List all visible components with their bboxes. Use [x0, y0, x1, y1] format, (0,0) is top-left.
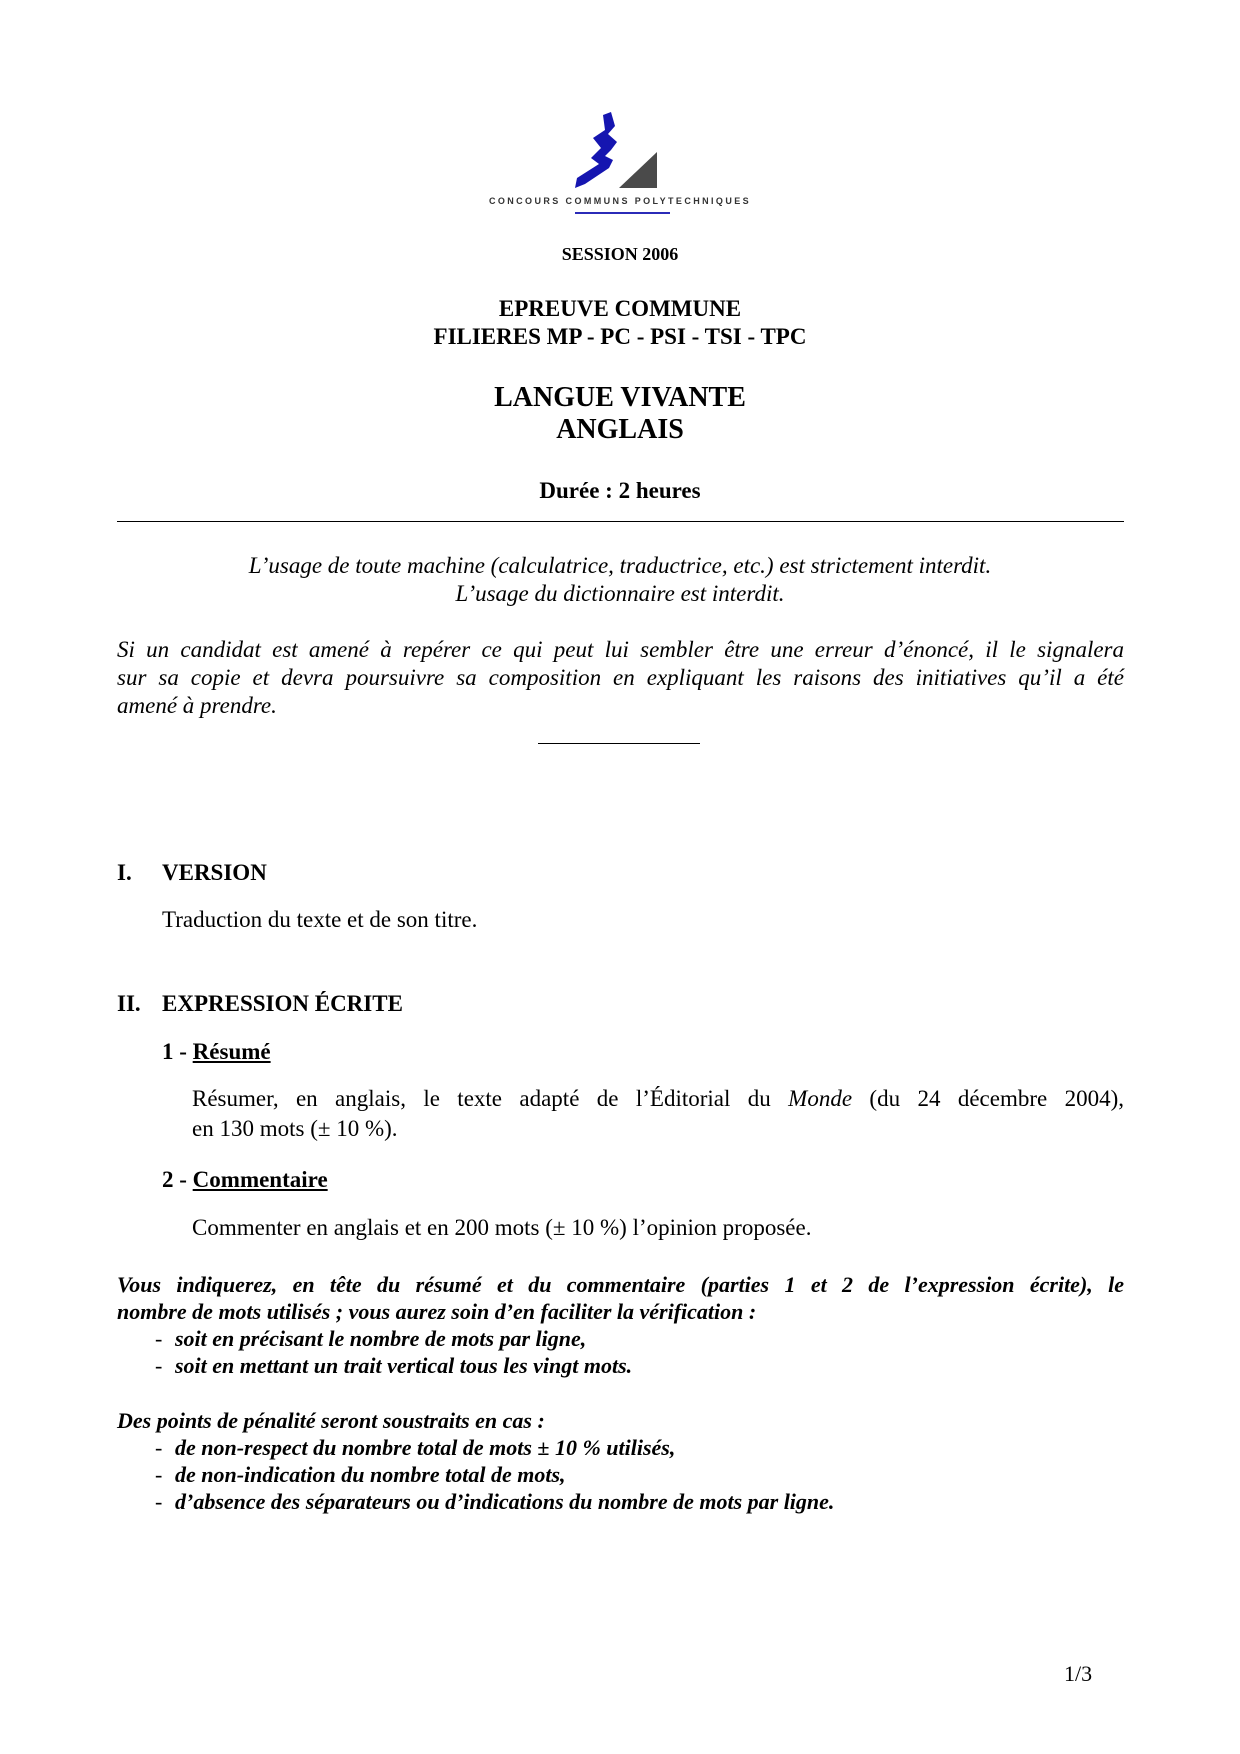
penalite-item: - d’absence des séparateurs ou d’indications du nombre de mots par ligne.	[155, 1488, 1124, 1515]
resume-text-before: Résumer, en anglais, le texte adapté de l’Éditorial du	[192, 1086, 789, 1111]
anglais-title: ANGLAIS	[556, 414, 684, 445]
instruction-dictionnaire: L’usage du dictionnaire est interdit.	[455, 581, 785, 606]
header-rule	[117, 521, 1124, 522]
commentaire-heading	[162, 1167, 328, 1193]
logo-blue-profile	[575, 112, 617, 188]
section2-number: II.	[117, 991, 141, 1016]
logo-text: CONCOURS COMMUNS POLYTECHNIQUES	[488, 196, 752, 206]
commentaire-text: Commenter en anglais et en 200 mots (± 10 %) l’opinion proposée.	[192, 1215, 812, 1240]
instruction-erreur-line2: sur sa copie et devra poursuivre sa composition en expliquant les raisons des initiatives qu’il a été	[117, 665, 1124, 690]
section1-number: I.	[117, 860, 132, 885]
resume-text	[192, 1084, 1124, 1144]
logo-gray-triangle	[619, 152, 657, 188]
resume-text-line2: en 130 mots (± 10 %).	[192, 1116, 398, 1141]
notes-indication-line1: Vous indiquerez, en tête du résumé et du commentaire (parties 1 et 2 de l’expression écrite), le	[117, 1272, 1124, 1297]
instructions-rule	[538, 743, 700, 744]
duree-label: Durée : 2 heures	[539, 478, 701, 503]
instruction-erreur	[117, 636, 1124, 720]
filieres-label: FILIERES MP - PC - PSI - TSI - TPC	[433, 324, 807, 349]
penalite-item: - de non-indication du nombre total de mots,	[155, 1461, 1124, 1488]
resume-text-monde: Monde	[788, 1086, 853, 1111]
penalite-title: Des points de pénalité seront soustraits en cas :	[117, 1408, 545, 1433]
verification-item: - soit en mettant un trait vertical tous les vingt mots.	[155, 1352, 1124, 1379]
epreuve-label: EPREUVE COMMUNE	[498, 296, 742, 321]
commentaire-label: Commentaire	[192, 1167, 328, 1192]
instruction-machines: L’usage de toute machine (calculatrice, traductrice, etc.) est strictement interdit.	[248, 553, 992, 578]
section1-text: Traduction du texte et de son titre.	[162, 907, 478, 932]
logo-underline	[575, 212, 670, 214]
resume-text-after: (du 24 décembre 2004),	[852, 1086, 1124, 1111]
resume-text-line1	[192, 1084, 1124, 1114]
penalite-item: - de non-respect du nombre total de mots ± 10 % utilisés,	[155, 1434, 1124, 1461]
resume-heading	[162, 1039, 271, 1065]
notes-indication-line2: nombre de mots utilisés ; vous aurez soin d’en faciliter la vérification :	[117, 1299, 757, 1324]
notes-penalite	[117, 1407, 1124, 1515]
session-label: SESSION 2006	[561, 244, 679, 264]
instruction-erreur-line1: Si un candidat est amené à repérer ce qui peut lui sembler être une erreur d’énoncé, il le signalera	[117, 637, 1124, 662]
verification-item: - soit en précisant le nombre de mots par ligne,	[155, 1325, 1124, 1352]
commentaire-prefix: 2 -	[162, 1167, 193, 1192]
resume-prefix: 1 -	[162, 1039, 193, 1064]
section1-title: VERSION	[162, 860, 267, 885]
notes-indication	[117, 1271, 1124, 1379]
page-number: 1/3	[1064, 1661, 1093, 1686]
langue-title: LANGUE VIVANTE	[494, 382, 746, 413]
instruction-erreur-line3: amené à prendre.	[117, 693, 277, 718]
resume-label: Résumé	[192, 1039, 271, 1064]
section2-title: EXPRESSION ÉCRITE	[162, 991, 403, 1016]
